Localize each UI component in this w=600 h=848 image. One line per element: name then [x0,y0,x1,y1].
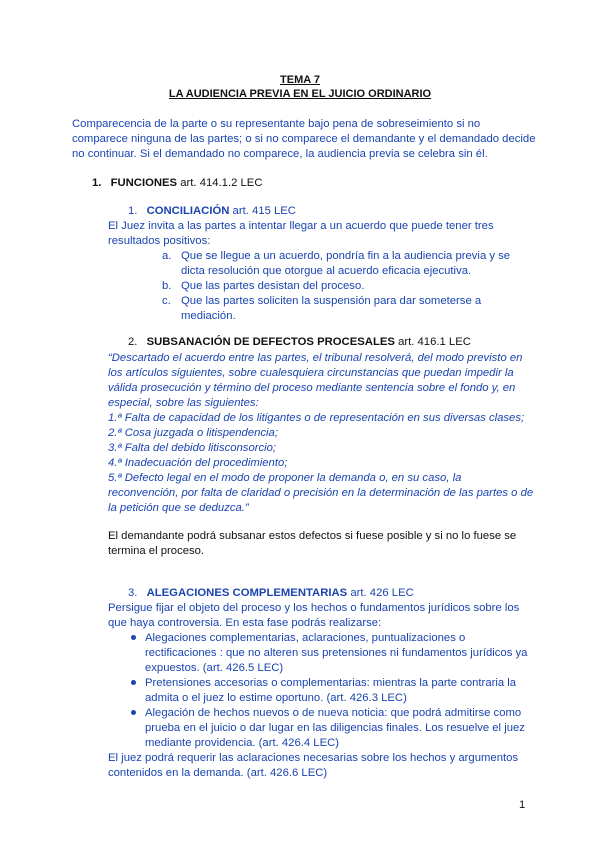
section-heading [92,176,263,190]
body-line: El Juez invita a las partes a intentar llegar a un acuerdo que puede tener tres [108,220,494,232]
page-number: 1 [519,799,526,811]
quote-line: especial, sobre las siguientes: [108,397,259,409]
subsection-heading-conciliacion [128,204,296,218]
body-line: que haya controversia. En esta fase podrás realizarse: [108,617,382,629]
quote-line: 5.ª Defecto legal en el modo de proponer la demanda o, en su caso, la [108,472,462,484]
section-title: FUNCIONES [110,177,178,189]
intro-line: no continuar. Si el demandado no comparece, la audiencia previa se celebra sin él. [72,148,488,160]
bullet-line: admita o el juez lo estime oportuno. (art. 426.3 LEC) [145,692,407,704]
body-line: El juez podrá requerir las aclaraciones necesarias sobre los hechos y argumentos [108,752,519,764]
bullet-line: expuestos. (art. 426.5 LEC) [145,662,284,674]
list-item-line: Que las partes desistan del proceso. [181,280,365,292]
subsection-ref: art. 426 LEC [350,587,414,599]
quote-line: 3.ª Falta del debido litisconsorcio; [108,442,277,454]
body-line: resultados positivos: [108,235,211,247]
list-marker: b. [162,280,172,292]
body-line: termina el proceso. [108,545,205,557]
bullet-line: mediante providencia. (art. 426.4 LEC) [145,737,340,749]
list-item-line: dicta resolución que otorgue al acuerdo eficacia ejecutiva. [181,265,472,277]
section-number: 1. [92,177,102,189]
intro-line: Comparecencia de la parte o su representante bajo pena de sobreseimiento si no [72,118,481,130]
subsection-ref: art. 415 LEC [232,205,296,217]
quote-line: “Descartado el acuerdo entre las partes, el tribunal resolverá, del modo previsto en [108,352,523,364]
bullet-line: prueba en el juicio o dar lugar en las diligencias finales. Los resuelve el juez [145,722,525,734]
subsection-title: SUBSANACIÓN DE DEFECTOS PROCESALES [146,336,395,348]
list-item-line: mediación. [181,310,236,322]
subsection-title: ALEGACIONES COMPLEMENTARIAS [146,587,348,599]
quote-line: válida prosecución y término del proceso mediante sentencia sobre el fondo y, en [108,382,516,394]
quote-line: reconvención, por falta de claridad o precisión en la determinación de las partes o de [108,487,534,499]
bullet-icon [131,710,136,715]
subsection-title: CONCILIACIÓN [146,205,230,217]
body-line: Persigue fijar el objeto del proceso y los hechos o fundamentos jurídicos sobre los [108,602,520,614]
body-line: contenidos en la demanda. (art. 426.6 LEC) [108,767,328,779]
subsection-heading-alegaciones [128,586,414,600]
bullet-line: Alegación de hechos nuevos o de nueva noticia: que podrá admitirse como [145,707,522,719]
list-marker: a. [162,250,172,262]
list-marker: c. [162,295,171,307]
list-item-line: Que las partes soliciten la suspensión para dar someterse a [181,295,482,307]
bullet-line: Pretensiones accesorias o complementarias: mientras la parte contraria la [145,677,517,689]
subsection-number: 1. [128,205,138,217]
subsection-number: 3. [128,587,138,599]
bullet-line: rectificaciones : que no alteren sus pretensiones ni fundamentos jurídicos ya [145,647,528,659]
quote-line: 1.ª Falta de capacidad de los litigantes o de representación en sus diversas clases; [108,412,525,424]
subsection-ref: art. 416.1 LEC [398,336,471,348]
quote-line: la petición que se deduzca.” [108,502,249,514]
bullet-icon [131,635,136,640]
intro-line: comparece ninguna de las partes; o si no comparece el demandante y el demandado decide [72,133,536,145]
quote-line: 4.ª Inadecuación del procedimiento; [108,457,288,469]
list-item-line: Que se llegue a un acuerdo, pondría fin a la audiencia previa y se [181,250,511,262]
subsection-number: 2. [128,336,138,348]
page-title: LA AUDIENCIA PREVIA EN EL JUICIO ORDINARIO [168,88,432,100]
body-line: El demandante podrá subsanar estos defectos si fuese posible y si no lo fuese se [108,530,517,542]
subsection-heading-subsanacion [128,335,471,349]
quote-line: 2.ª Cosa juzgada o litispendencia; [108,427,278,439]
tema-label: TEMA 7 [280,74,320,86]
quote-line: los artículos siguientes, sobre cualesquiera circunstancias que puedan impedir la [108,367,514,379]
section-ref: art. 414.1.2 LEC [180,177,263,189]
bullet-line: Alegaciones complementarias, aclaraciones, puntualizaciones o [145,632,466,644]
bullet-icon [131,680,136,685]
